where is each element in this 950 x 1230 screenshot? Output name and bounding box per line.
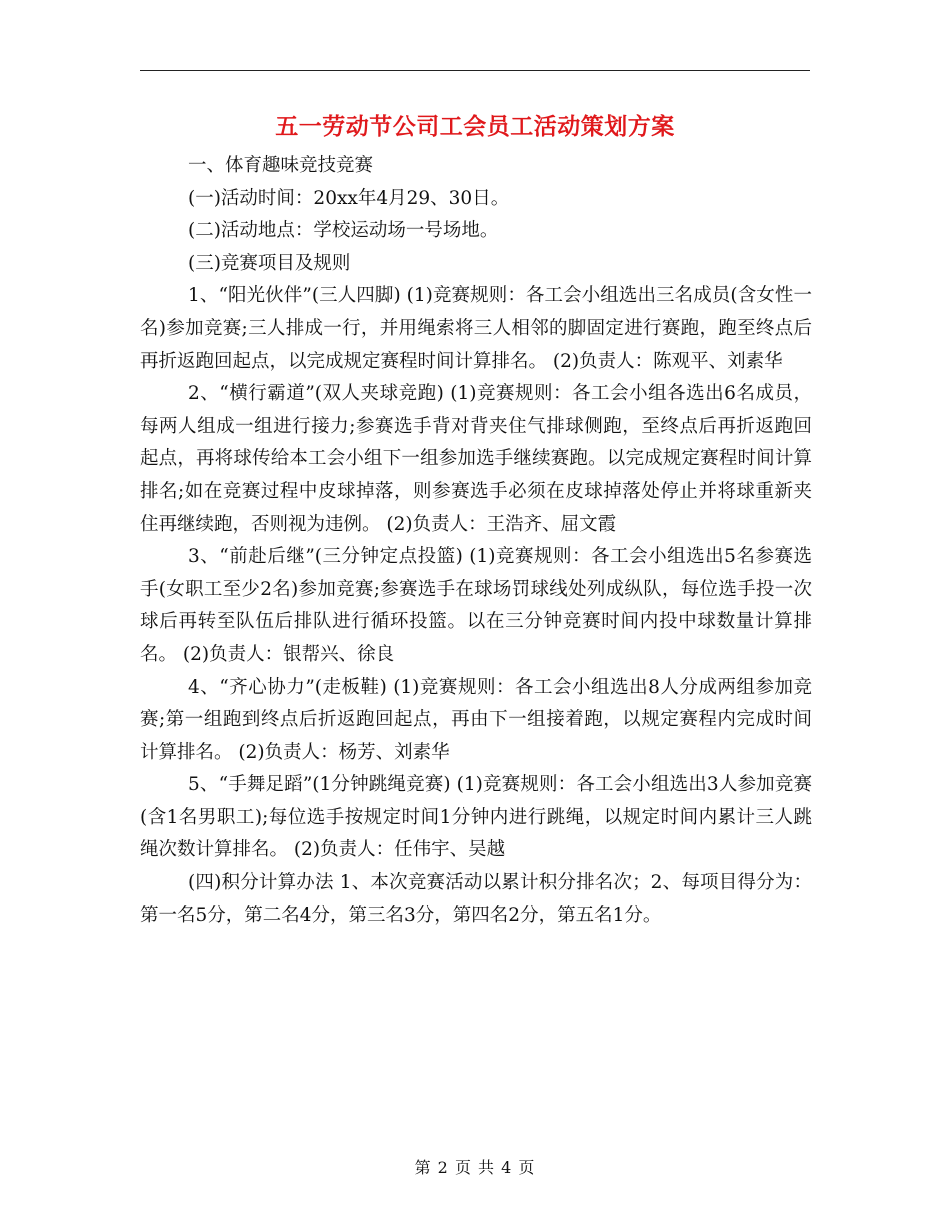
event-paragraph-4: 4、“齐心协力”(走板鞋) (1)竞赛规则：各工会小组选出8人分成两组参加竞赛;第一组跑到终点后折返跑回起点，再由下一组接着跑，以规定赛程内完成时间计算排名。 (2)负责人：杨芳、刘素华 <box>140 676 812 763</box>
document-body <box>140 150 812 932</box>
event-paragraph-5: 5、“手舞足蹈”(1分钟跳绳竞赛) (1)竞赛规则：各工会小组选出3人参加竞赛(含1名男职工);每位选手按规定时间1分钟内进行跳绳，以规定时间内累计三人跳绳次数计算排名。 (2)负责人：任伟宇、吴越 <box>140 774 812 861</box>
page-number: 第 2 页 共 4 页 <box>414 1158 536 1177</box>
event-paragraph-2: 2、“横行霸道”(双人夹球竞跑) (1)竞赛规则：各工会小组各选出6名成员，每两人组成一组进行接力;参赛选手背对背夹住气排球侧跑，至终点后再折返跑回起点，再将球传给本工会小组下一组参加选手继续赛跑。以完成规定赛程时间计算排名;如在竞赛过程中皮球掉落，则参赛选手必须在皮球掉落处停止并将球重新夹住再继续跑，否则视为违例。 (2)负责人：王浩齐、屈文霞 <box>140 383 812 535</box>
activity-time: (一)活动时间：20xx年4月29、30日。 <box>188 187 510 209</box>
activity-location: (二)活动地点：学校运动场一号场地。 <box>188 220 499 242</box>
section-heading: 一、体育趣味竞技竞赛 <box>188 155 374 176</box>
document-title: 五一劳动节公司工会员工活动策划方案 <box>275 113 675 140</box>
scoring-paragraph: (四)积分计算办法 1、本次竞赛活动以累计积分排名次；2、每项目得分为：第一名5分，第二名4分，第三名3分，第四名2分，第五名1分。 <box>140 872 812 926</box>
rules-heading: (三)竞赛项目及规则 <box>188 252 351 274</box>
header-rule <box>140 70 810 71</box>
event-paragraph-1: 1、“阳光伙伴”(三人四脚) (1)竞赛规则：各工会小组选出三名成员(含女性一名)参加竞赛;三人排成一行，并用绳索将三人相邻的脚固定进行赛跑，跑至终点后再折返跑回起点，以完成规定赛程时间计算排名。 (2)负责人：陈观平、刘素华 <box>140 285 812 372</box>
event-paragraph-3: 3、“前赴后继”(三分钟定点投篮) (1)竞赛规则：各工会小组选出5名参赛选手(女职工至少2名)参加竞赛;参赛选手在球场罚球线处列成纵队，每位选手投一次球后再转至队伍后排队进行循环投篮。以在三分钟竞赛时间内投中球数量计算排名。 (2)负责人：银帮兴、徐良 <box>140 546 812 665</box>
